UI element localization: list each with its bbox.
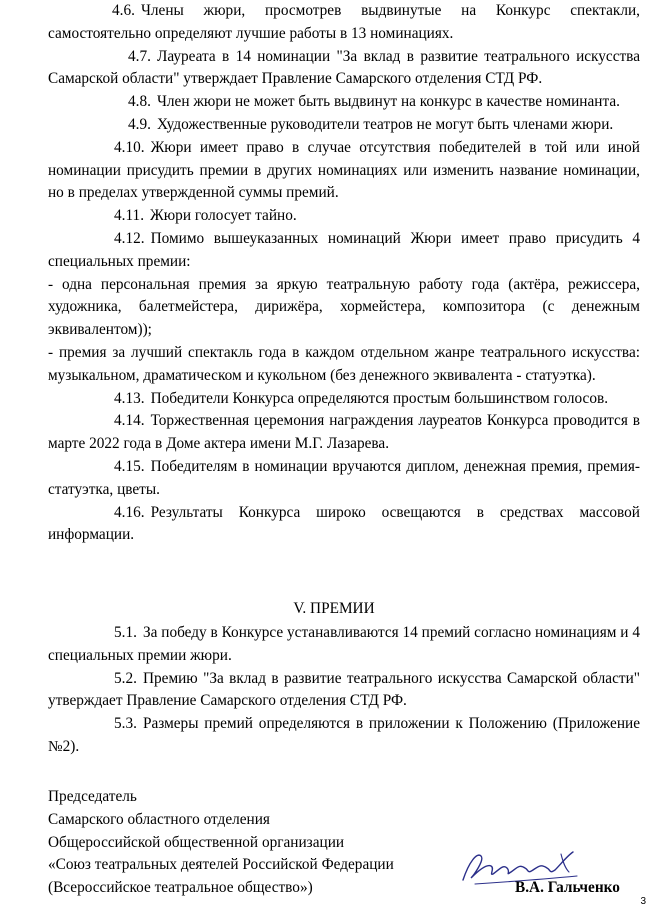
signatory-line: Самарского областного отделения — [48, 810, 270, 828]
signatory-line: Председатель — [48, 788, 137, 805]
clause-5-3: 5.3. Размеры премий определяются в приложении к Положению (Приложение №2). — [48, 715, 640, 755]
clause-4-15: 4.15. Победителям в номинации вручаются диплом, денежная премия, премия-статуэтка, цветы. — [48, 457, 640, 498]
clause-4-8: 4.8. Член жюри не может быть выдвинут на конкурс в качестве номинанта. — [128, 93, 620, 111]
section-5-body — [48, 622, 640, 759]
clause-4-7: 4.7. Лауреата в 14 номинации "За вклад в развитие театрального искусства Самарской области" утверждает Правление Самарского отделения СТД РФ. — [48, 47, 640, 88]
clause-4-10: 4.10. Жюри имеет право в случае отсутствия победителей в той или иной номинации присудить премии в других номинациях или изменить название номинации, но в пределах утвержденной суммы премий. — [48, 138, 640, 202]
clause-4-6: 4.6. Члены жюри, просмотрев выдвинутые на Конкурс спектакли, самостоятельно определяют лучшие работы в 13 номинациях. — [48, 2, 640, 42]
clause-5-1: 5.1. За победу в Конкурсе устанавливаются 14 премий согласно номинациям и 4 специальных премии жюри. — [48, 624, 640, 664]
clause-4-12: 4.12. Помимо вышеуказанных номинаций Жюри имеет право присудить 4 специальных премии: — [48, 229, 640, 270]
special-prize-1: - одна персональная премия за яркую театральную работу года (актёра, режиссера, художника, балетмейстера, дирижёра, хормейстера, композитора (с денежным эквивалентом)); — [48, 275, 640, 339]
signatory-line: Общероссийской общественной организации — [48, 833, 345, 851]
signatory-name: В.А. Гальченко — [515, 879, 620, 896]
section-4-body — [48, 0, 640, 547]
section-5-title: V. ПРЕМИИ — [293, 600, 375, 617]
clause-5-2: 5.2. Премию "За вклад в развитие театрального искусства Самарской области" утверждает Правление Самарского отделения СТД РФ. — [48, 669, 640, 710]
clause-4-11: 4.11. Жюри голосует тайно. — [114, 207, 297, 225]
special-prize-2: - премия за лучший спектакль года в каждом отдельном жанре театрального искусства: музыкальном, драматическом и кукольном (без денежного эквивалента - статуэтка). — [48, 343, 640, 384]
signatory-title-block — [48, 786, 468, 900]
clause-4-16: 4.16. Результаты Конкурса широко освещаются в средствах массовой информации. — [48, 503, 640, 544]
clause-4-13: 4.13. Победители Конкурса определяются простым большинством голосов. — [114, 389, 609, 407]
signatory-line: «Союз театральных деятелей Российской Федерации — [48, 856, 394, 874]
clause-4-14: 4.14. Торжественная церемония награждения лауреатов Конкурса проводится в марте 2022 года в Доме актера имени М.Г. Лазарева. — [48, 412, 640, 453]
signatory-line: (Всероссийское театральное общество») — [48, 879, 313, 897]
page-number: 3 — [640, 896, 646, 907]
clause-4-9: 4.9. Художественные руководители театров не могут быть членами жюри. — [128, 115, 614, 133]
